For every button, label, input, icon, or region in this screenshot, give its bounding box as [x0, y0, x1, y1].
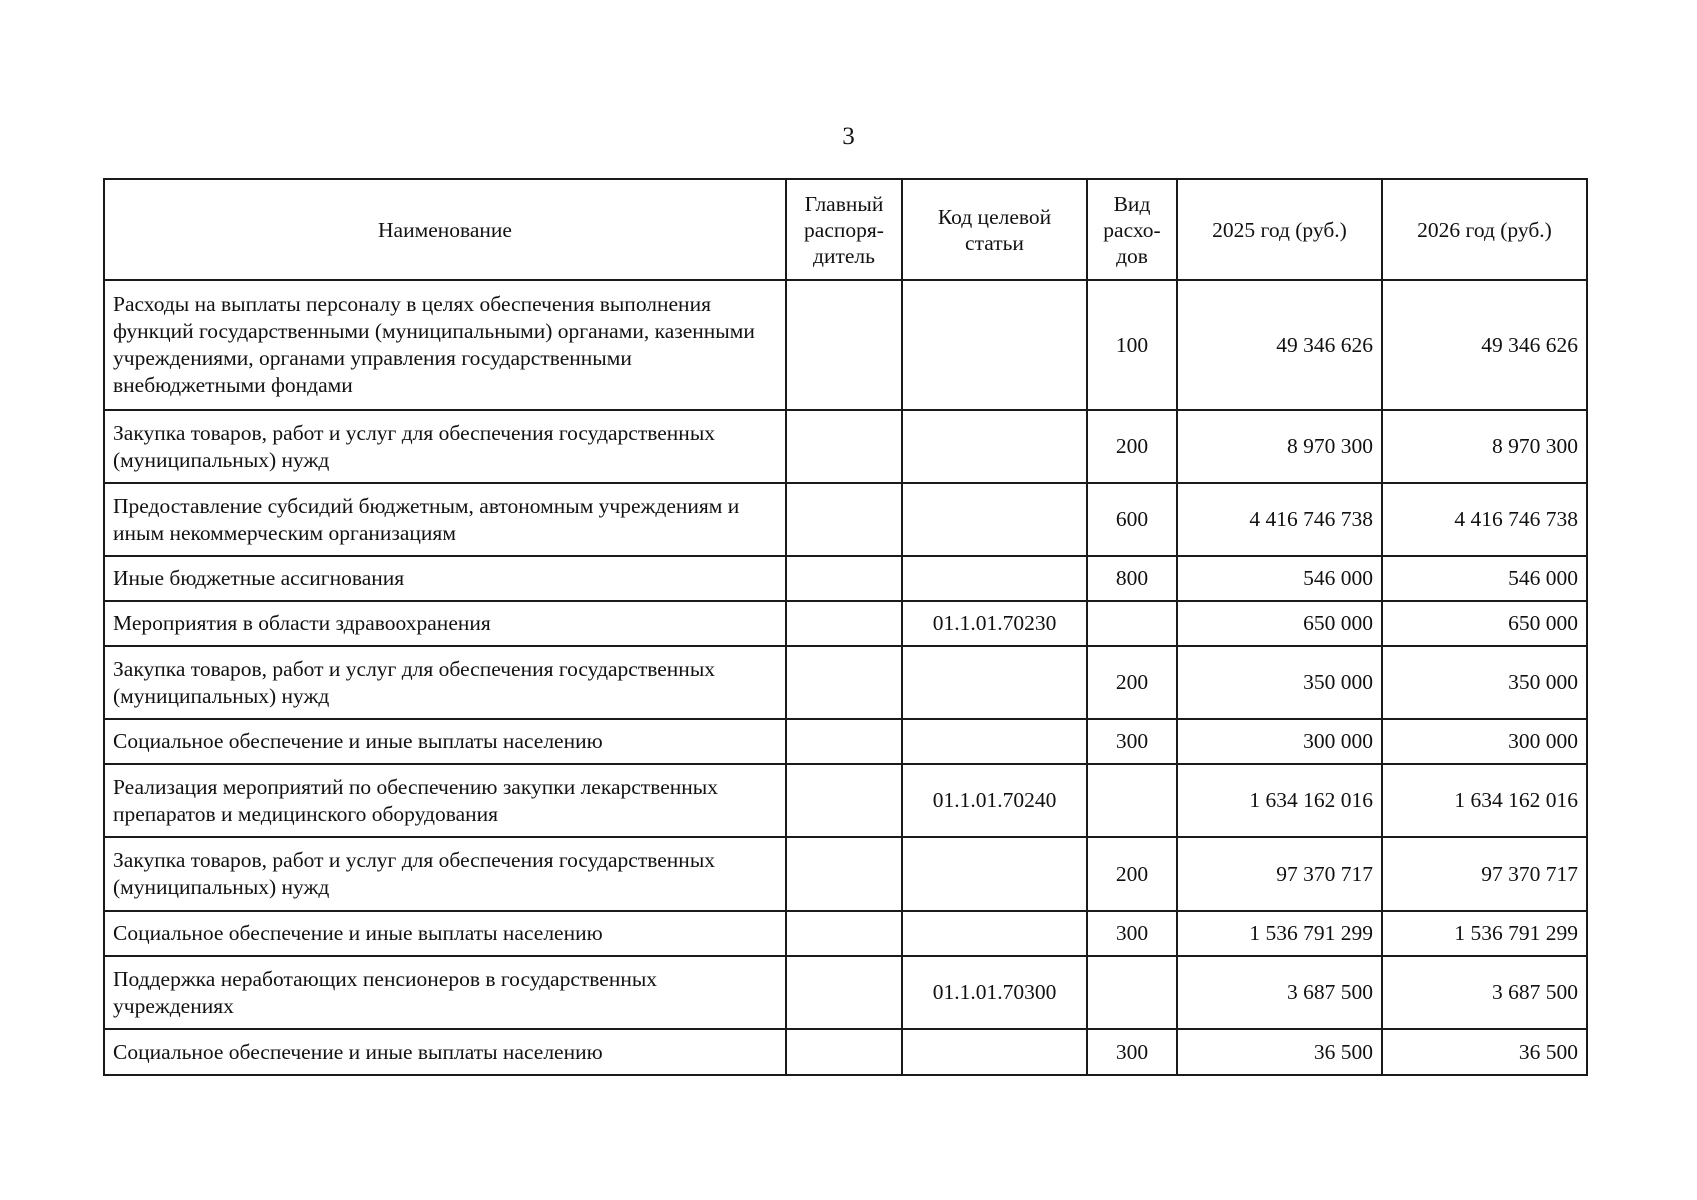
table-row	[104, 646, 1587, 719]
table-row	[104, 837, 1587, 911]
row-kod	[902, 646, 1087, 719]
row-kod	[902, 1029, 1087, 1075]
row-glavny	[786, 556, 902, 601]
row-vid	[1087, 956, 1177, 1029]
row-name: Иные бюджетные ассигнования	[104, 556, 786, 601]
row-kod: 01.1.01.70300	[902, 956, 1087, 1029]
page-number: 3	[842, 123, 855, 150]
row-2026: 650 000	[1382, 601, 1587, 646]
row-2025: 49 346 626	[1177, 280, 1382, 410]
budget-table	[103, 178, 1588, 1076]
row-kod	[902, 410, 1087, 483]
row-name: Предоставление субсидий бюджетным, автономным учреждениям и иным некоммерческим организациям	[104, 483, 786, 556]
row-kod	[902, 556, 1087, 601]
row-2026: 350 000	[1382, 646, 1587, 719]
row-2026: 1 536 791 299	[1382, 911, 1587, 956]
row-name: Мероприятия в области здравоохранения	[104, 601, 786, 646]
row-vid: 800	[1087, 556, 1177, 601]
row-name: Социальное обеспечение и иные выплаты населению	[104, 911, 786, 956]
row-name: Закупка товаров, работ и услуг для обеспечения государственных (муниципальных) нужд	[104, 646, 786, 719]
row-kod	[902, 911, 1087, 956]
table-row	[104, 956, 1587, 1029]
row-2025: 546 000	[1177, 556, 1382, 601]
row-2025: 1 536 791 299	[1177, 911, 1382, 956]
row-name: Поддержка неработающих пенсионеров в государственных учреждениях	[104, 956, 786, 1029]
row-vid: 200	[1087, 646, 1177, 719]
header-glavny: Главный распоря-дитель	[786, 179, 902, 280]
row-name: Закупка товаров, работ и услуг для обеспечения государственных (муниципальных) нужд	[104, 410, 786, 483]
row-glavny	[786, 764, 902, 837]
row-2025: 650 000	[1177, 601, 1382, 646]
row-kod: 01.1.01.70230	[902, 601, 1087, 646]
row-vid: 200	[1087, 837, 1177, 911]
row-glavny	[786, 410, 902, 483]
row-2026: 49 346 626	[1382, 280, 1587, 410]
table-row	[104, 280, 1587, 410]
table-header-row	[104, 179, 1587, 280]
table-row	[104, 483, 1587, 556]
row-vid: 100	[1087, 280, 1177, 410]
row-2026: 97 370 717	[1382, 837, 1587, 911]
row-2025: 3 687 500	[1177, 956, 1382, 1029]
row-vid	[1087, 764, 1177, 837]
row-name: Закупка товаров, работ и услуг для обеспечения государственных (муниципальных) нужд	[104, 837, 786, 911]
row-2026: 36 500	[1382, 1029, 1587, 1075]
row-glavny	[786, 837, 902, 911]
header-kod: Код целевой статьи	[902, 179, 1087, 280]
header-2025: 2025 год (руб.)	[1177, 179, 1382, 280]
table-row	[104, 556, 1587, 601]
header-2026: 2026 год (руб.)	[1382, 179, 1587, 280]
row-2025: 300 000	[1177, 719, 1382, 764]
row-kod	[902, 280, 1087, 410]
row-kod	[902, 483, 1087, 556]
row-glavny	[786, 719, 902, 764]
row-glavny	[786, 601, 902, 646]
row-2026: 1 634 162 016	[1382, 764, 1587, 837]
row-glavny	[786, 956, 902, 1029]
row-2026: 300 000	[1382, 719, 1587, 764]
row-name: Расходы на выплаты персоналу в целях обеспечения выполнения функций государственными (муниципальными) органами, казенными учреждениями, органами управления государственными внебюджетными фондами	[104, 280, 786, 410]
row-name: Социальное обеспечение и иные выплаты населению	[104, 1029, 786, 1075]
table-row	[104, 601, 1587, 646]
row-2026: 3 687 500	[1382, 956, 1587, 1029]
header-name: Наименование	[104, 179, 786, 280]
row-2025: 36 500	[1177, 1029, 1382, 1075]
row-2025: 8 970 300	[1177, 410, 1382, 483]
row-kod	[902, 837, 1087, 911]
table-row	[104, 764, 1587, 837]
row-name: Социальное обеспечение и иные выплаты населению	[104, 719, 786, 764]
row-kod	[902, 719, 1087, 764]
row-2025: 1 634 162 016	[1177, 764, 1382, 837]
row-kod: 01.1.01.70240	[902, 764, 1087, 837]
table-row	[104, 719, 1587, 764]
table-row	[104, 410, 1587, 483]
row-2026: 4 416 746 738	[1382, 483, 1587, 556]
row-glavny	[786, 646, 902, 719]
row-name: Реализация мероприятий по обеспечению закупки лекарственных препаратов и медицинского оборудования	[104, 764, 786, 837]
row-2025: 97 370 717	[1177, 837, 1382, 911]
row-vid: 200	[1087, 410, 1177, 483]
row-glavny	[786, 280, 902, 410]
row-vid: 600	[1087, 483, 1177, 556]
row-2026: 546 000	[1382, 556, 1587, 601]
table-row	[104, 1029, 1587, 1075]
row-vid: 300	[1087, 719, 1177, 764]
row-2025: 350 000	[1177, 646, 1382, 719]
row-2025: 4 416 746 738	[1177, 483, 1382, 556]
row-2026: 8 970 300	[1382, 410, 1587, 483]
row-glavny	[786, 1029, 902, 1075]
row-vid: 300	[1087, 911, 1177, 956]
row-glavny	[786, 483, 902, 556]
header-vid: Вид расхо-дов	[1087, 179, 1177, 280]
row-vid	[1087, 601, 1177, 646]
row-vid: 300	[1087, 1029, 1177, 1075]
table-row	[104, 911, 1587, 956]
row-glavny	[786, 911, 902, 956]
